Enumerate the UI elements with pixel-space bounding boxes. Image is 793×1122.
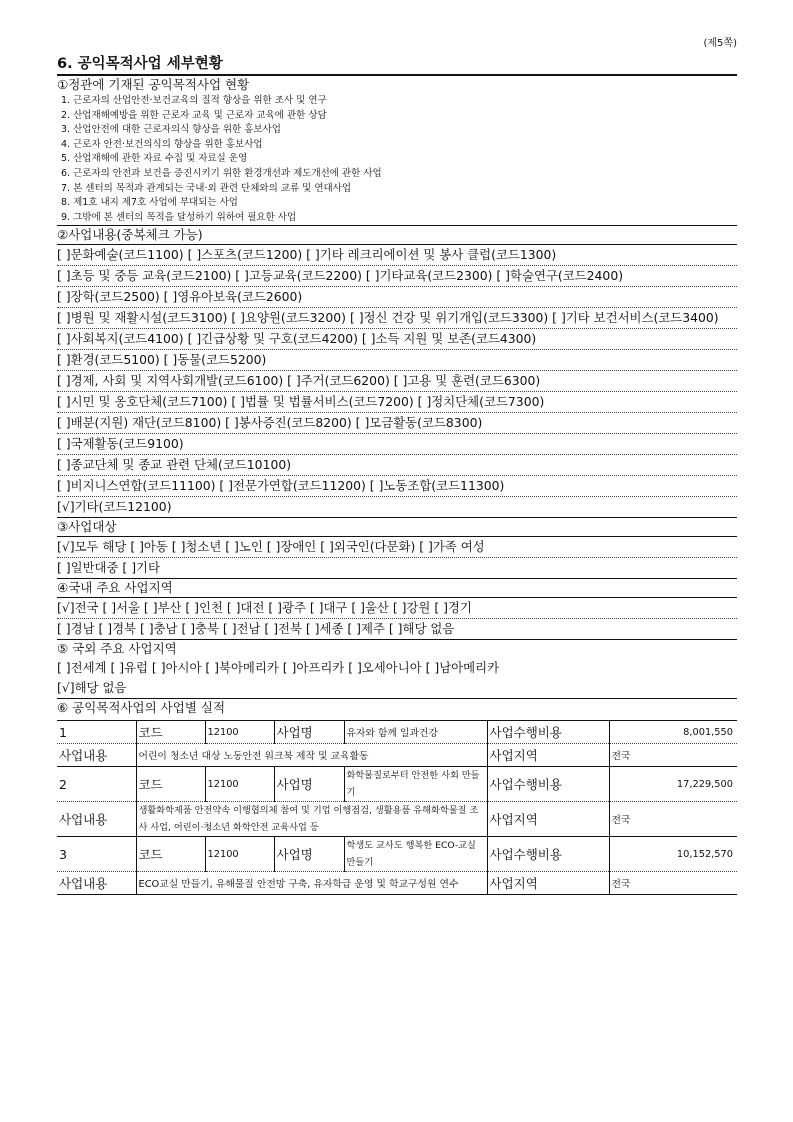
project-cost: 17,229,500 [609,767,737,802]
project-name-label: 사업명 [274,837,344,872]
target-option-line[interactable]: [ ]일반대중 [ ]기타 [57,558,737,579]
section-heading-purpose: ①정관에 기재된 공익목적사업 현황 [57,77,250,92]
domestic-region-option-line[interactable]: [ ]경남 [ ]경북 [ ]충남 [ ]충북 [ ]전남 [ ]전북 [ ]세종 [ ]제주 [ ]해당 없음 [57,619,737,640]
project-content: ECO교실 만들기, 유해물질 안전망 구축, 유자학급 운영 및 학교구성원 연수 [136,872,487,895]
project-number: 1 [57,721,136,744]
purpose-item: 1. 근로자의 산업안전·보건교육의 질적 향상을 위한 조사 및 연구 [61,95,327,106]
business-content-option-line[interactable]: [ ]문화예술(코드1100) [ ]스포츠(코드1200) [ ]기타 레크리에이션 및 봉사 클럽(코드1300) [57,245,737,266]
overseas-region-option-line[interactable]: [√]해당 없음 [57,678,737,699]
purpose-item: 6. 근로자의 안전과 보건을 증진시키기 위한 환경개선과 제도개선에 관한 사업 [61,167,382,179]
table-row [57,744,737,767]
project-region-label: 사업지역 [487,872,609,895]
project-code: 12100 [205,767,274,802]
project-name-label: 사업명 [274,767,344,802]
business-content-option-line[interactable]: [ ]사회복지(코드4100) [ ]긴급상황 및 구호(코드4200) [ ]소득 지원 및 보존(코드4300) [57,329,737,350]
project-region-label: 사업지역 [487,802,609,837]
section-heading-performance: ⑥ 공익목적사업의 사업별 실적 [57,700,226,716]
performance-table [57,720,737,895]
table-row [57,767,737,802]
purpose-item: 4. 근로자 안전·보건의식의 향상을 위한 홍보사업 [61,138,263,150]
table-row [57,872,737,895]
project-name-label: 사업명 [274,721,344,744]
page-number: (제5쪽) [703,38,737,49]
target-option-line[interactable]: [√]모두 해당 [ ]아동 [ ]청소년 [ ]노인 [ ]장애인 [ ]외국인(다문화) [ ]가족 여성 [57,537,737,558]
table-row [57,721,737,744]
section-heading-overseas-region: ⑤ 국외 주요 사업지역 [57,641,177,657]
page-title: 6. 공익목적사업 세부현황 [57,52,737,76]
project-cost-label: 사업수행비용 [487,837,609,872]
table-row [57,837,737,872]
project-content-label: 사업내용 [57,802,136,837]
table-row [57,802,737,837]
project-region: 전국 [609,744,737,767]
business-content-option-line[interactable]: [ ]환경(코드5100) [ ]동물(코드5200) [57,350,737,371]
project-content: 생활화학제품 안전약속 이행협의체 참여 및 기업 이행점검, 생활용품 유해화학물질 조사 사업, 어린이·청소년 화학안전 교육사업 등 [136,802,487,837]
business-content-option-line[interactable]: [ ]국제활동(코드9100) [57,434,737,455]
project-name: 유자와 함께 일과건강 [344,721,487,744]
section-heading-business-content: ②사업내용(중복체크 가능) [57,226,737,245]
project-cost: 10,152,570 [609,837,737,872]
business-content-option-line[interactable]: [ ]시민 및 옹호단체(코드7100) [ ]법률 및 법률서비스(코드7200) [ ]정치단체(코드7300) [57,392,737,413]
section-heading-target: ③사업대상 [57,518,737,537]
project-code: 12100 [205,721,274,744]
project-cost: 8,001,550 [609,721,737,744]
business-content-option-line[interactable]: [ ]비지니스연합(코드11100) [ ]전문가연합(코드11200) [ ]노동조합(코드11300) [57,476,737,497]
business-content-option-line[interactable]: [ ]장학(코드2500) [ ]영유아보육(코드2600) [57,287,737,308]
project-region: 전국 [609,802,737,837]
section-heading-domestic-region: ④국내 주요 사업지역 [57,579,737,598]
code-label: 코드 [136,837,205,872]
business-content-option-line[interactable]: [ ]병원 및 재활시설(코드3100) [ ]요양원(코드3200) [ ]정신 건강 및 위기개입(코드3300) [ ]기타 보건서비스(코드3400) [57,308,737,329]
purpose-item: 9. 그밖에 본 센터의 목적을 달성하기 위하여 필요한 사업 [57,211,737,227]
purpose-item: 3. 산업안전에 대한 근로자의식 향상을 위한 홍보사업 [61,124,281,136]
project-cost-label: 사업수행비용 [487,767,609,802]
business-content-option-line[interactable]: [ ]종교단체 및 종교 관련 단체(코드10100) [57,455,737,476]
project-number: 2 [57,767,136,802]
project-name: 학생도 교사도 행복한 ECO-교실 만들기 [344,837,487,872]
project-content-label: 사업내용 [57,744,136,767]
project-region-label: 사업지역 [487,744,609,767]
purpose-item: 8. 제1호 내지 제7호 사업에 부대되는 사업 [61,197,238,209]
business-content-option-line[interactable]: [ ]초등 및 중등 교육(코드2100) [ ]고등교육(코드2200) [ ]기타교육(코드2300) [ ]학술연구(코드2400) [57,266,737,287]
overseas-region-option-line[interactable]: [ ]전세계 [ ]유럽 [ ]아시아 [ ]북아메리카 [ ]아프리카 [ ]오세아니아 [ ]남아메리카 [57,660,500,676]
project-name: 화학물질로부터 안전한 사회 만들기 [344,767,487,802]
project-cost-label: 사업수행비용 [487,721,609,744]
purpose-item: 5. 산업재해에 관한 자료 수집 및 자료실 운영 [61,153,248,165]
business-content-option-line[interactable]: [√]기타(코드12100) [57,497,737,518]
project-number: 3 [57,837,136,872]
code-label: 코드 [136,721,205,744]
project-content-label: 사업내용 [57,872,136,895]
form-body [57,76,737,895]
business-content-option-line[interactable]: [ ]배분(지원) 재단(코드8100) [ ]봉사증진(코드8200) [ ]모금활동(코드8300) [57,413,737,434]
domestic-region-option-line[interactable]: [√]전국 [ ]서울 [ ]부산 [ ]인천 [ ]대전 [ ]광주 [ ]대구 [ ]울산 [ ]강원 [ ]경기 [57,598,737,619]
project-region: 전국 [609,872,737,895]
purpose-item: 2. 산업재해예방을 위한 근로자 교육 및 근로자 교육에 관한 상담 [61,109,327,121]
business-content-option-line[interactable]: [ ]경제, 사회 및 지역사회개발(코드6100) [ ]주거(코드6200) [ ]고용 및 훈련(코드6300) [57,371,737,392]
code-label: 코드 [136,767,205,802]
project-code: 12100 [205,837,274,872]
project-content: 어린이 청소년 대상 노동안전 워크북 제작 및 교육활동 [136,744,487,767]
purpose-item: 7. 본 센터의 목적과 관계되는 국내·외 관련 단체와의 교류 및 연대사업 [61,182,352,194]
